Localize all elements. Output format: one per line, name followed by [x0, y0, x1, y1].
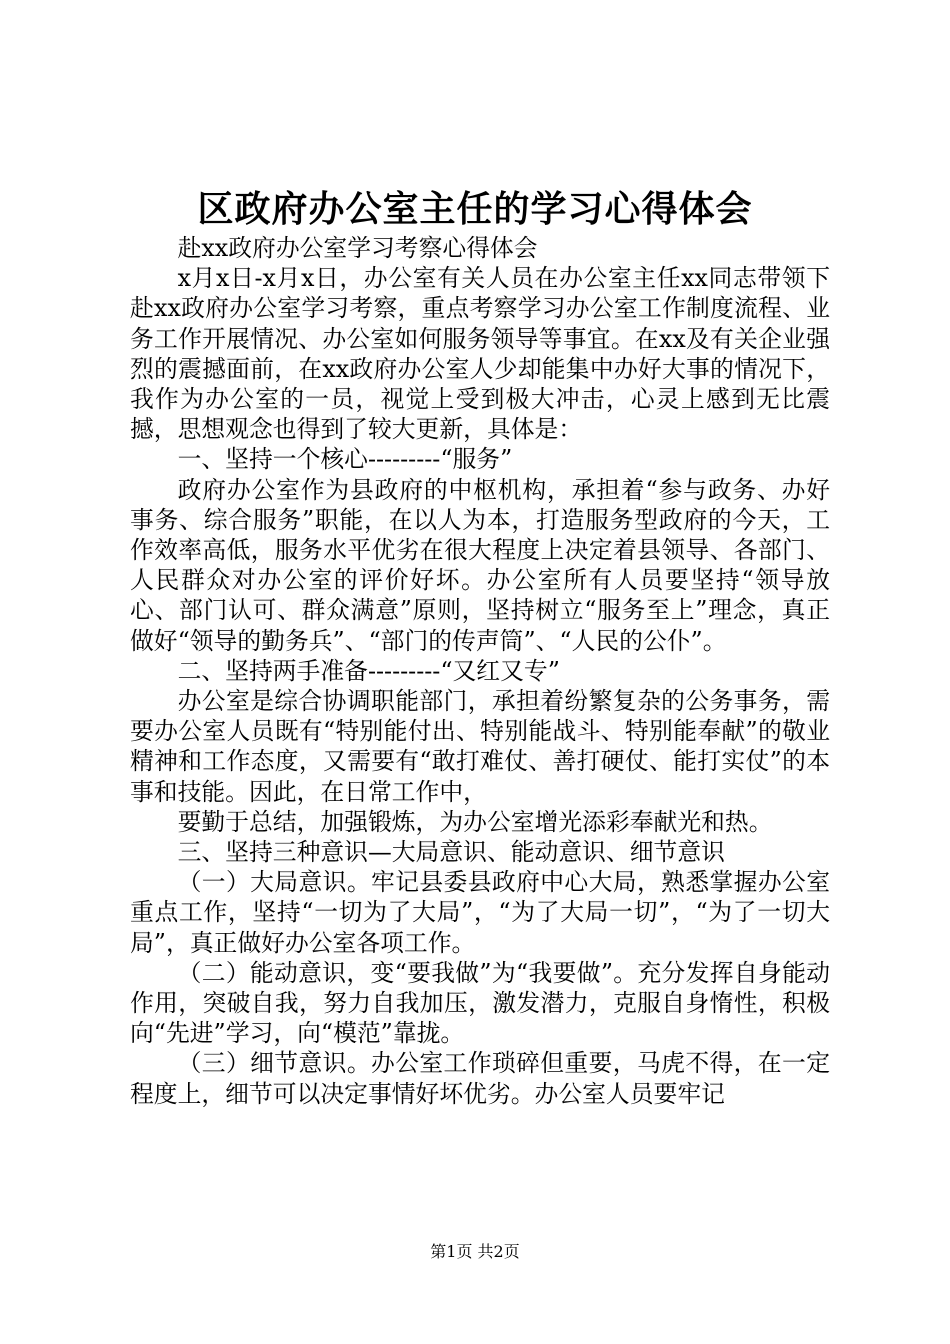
paragraph-initiative-awareness: （二）能动意识，变“要我做”为“我要做”。充分发挥自身能动作用，突破自我，努力自我加压，激发潜力，克服自身惰性，积极向“先进”学习，向“模范”靠拢。	[130, 958, 830, 1048]
paragraph-preparation: 办公室是综合协调职能部门，承担着纷繁复杂的公务事务，需要办公室人员既有“特别能付出、特别能战斗、特别能奉献”的敬业精神和工作态度，又需要有“敢打难仗、善打硬仗、能打实仗”的本事和技能。因此，在日常工作中，	[130, 687, 830, 806]
document-body	[130, 233, 830, 1109]
paragraph-summary: 要勤于总结，加强锻炼，为办公室增光添彩奉献光和热。	[177, 807, 773, 836]
paragraph-overall-awareness: （一）大局意识。牢记县委县政府中心大局，熟悉掌握办公室重点工作，坚持“一切为了大局”，“为了大局一切”，“为了一切大局”，真正做好办公室各项工作。	[130, 868, 830, 957]
document-title: 区政府办公室主任的学习心得体会	[197, 188, 753, 230]
paragraph-detail-awareness: （三）细节意识。办公室工作琐碎但重要，马虎不得，在一定程度上，细节可以决定事情好坏优劣。办公室人员要牢记	[130, 1049, 830, 1108]
paragraph-subtitle: 赴xx政府办公室学习考察心得体会	[177, 234, 538, 262]
section-heading-2: 二、坚持两手准备---------“又红又专”	[177, 656, 560, 685]
paragraph-intro: x月x日-x月x日，办公室有关人员在办公室主任xx同志带领下赴xx政府办公室学习考察，重点考察学习办公室工作制度流程、业务工作开展情况、办公室如何服务领导等事宜。在xx及有关企业强烈的震撼面前，在xx政府办公室人少却能集中办好大事的情况下，我作为办公室的一员，视觉上受到极大冲击，心灵上感到无比震撼，思想观念也得到了较大更新，具体是：	[130, 264, 830, 444]
section-heading-3: 三、坚持三种意识—大局意识、能动意识、细节意识	[177, 838, 725, 867]
paragraph-service: 政府办公室作为县政府的中枢机构，承担着“参与政务、办好事务、综合服务”职能，在以人为本，打造服务型政府的今天，工作效率高低，服务水平优劣在很大程度上决定着县领导、各部门、人民群众对办公室的评价好坏。办公室所有人员要坚持“领导放心、部门认可、群众满意”原则，坚持树立“服务至上”理念，真正做好“领导的勤务兵”、“部门的传声筒”、“人民的公仆”。	[130, 475, 830, 655]
page-footer: 第1页 共2页	[430, 1242, 520, 1261]
section-heading-1: 一、坚持一个核心---------“服务”	[177, 445, 513, 474]
